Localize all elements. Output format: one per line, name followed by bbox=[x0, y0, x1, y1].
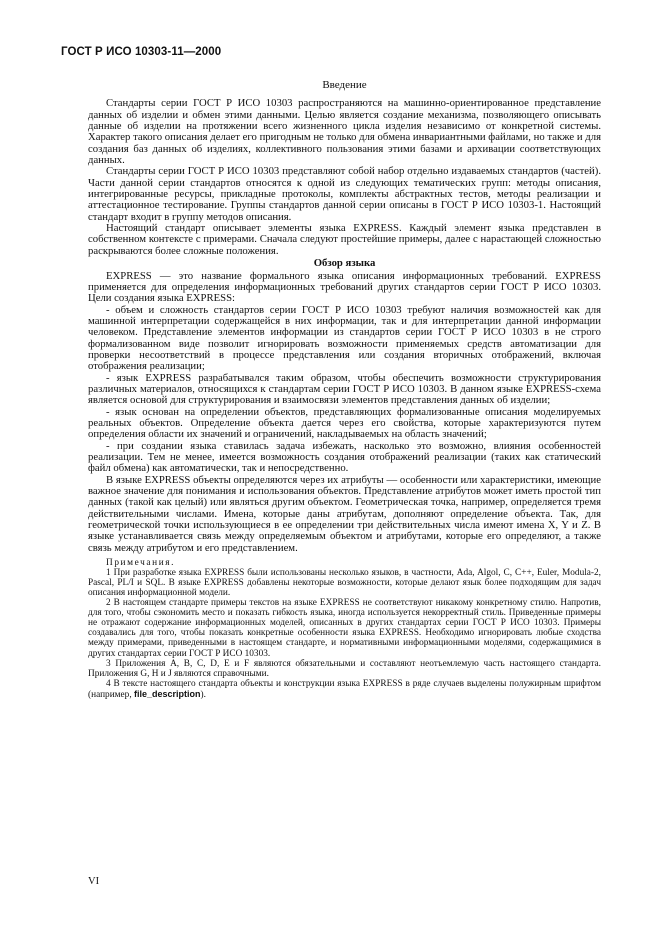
intro-paragraph: Настоящий стандарт описывает элементы языка EXPRESS. Каждый элемент языка представлен в собственном контексте с примерами. Сначала следуют простейшие примеры, далее с нарастающей сложностью раскрываются более сложные положения. bbox=[88, 222, 601, 257]
notes-block bbox=[88, 558, 601, 700]
intro-paragraph: Стандарты серии ГОСТ Р ИСО 10303 распространяются на машинно-ориентированное представление данных об изделии и обмен этими данными. Целью является создание механизма, позволяющего описывать данные об изделии на протяжении всего жизненного цикла изделия независимо от конкретной системы. Характер такого описания делает его пригодным не только для обмена инвариантными файлами, но также и для создания баз данных об изделиях, коллективного пользования этими базами и архивации соответствующих данных. bbox=[88, 97, 601, 167]
code-example: file_description bbox=[133, 688, 201, 699]
overview-paragraph: EXPRESS — это название формального языка описания информационных требований. EXPRESS применяется для определения информационных требований других стандартов серии ГОСТ Р ИСО 10303. Цели создания языка EXPRESS: bbox=[88, 269, 601, 305]
overview-list-item: - при создании языка ставилась задача избежать, насколько это возможно, влияния особенностей реализации. Тем не менее, имеется возможность создания отображений реализации (таких как статический файл обмена) как автоматически, так и непосредственно. bbox=[88, 439, 601, 475]
notes-label: Примечания. bbox=[106, 558, 176, 569]
note-item bbox=[88, 679, 601, 700]
intro-paragraph: Стандарты серии ГОСТ Р ИСО 10303 представляют собой набор отдельно издаваемых стандартов (частей). Части данной серии стандартов относятся к одной из следующих тематических групп: методы описания, интегрированные ресурсы, прикладные протоколы, комплекты абстрактных тестов, методы реализации и аттестационное тестирование. Группы стандартов данной серии описаны в ГОСТ Р ИСО 10303-1. Настоящий стандарт входит в группу методов описания. bbox=[88, 165, 601, 223]
intro-title: Введение bbox=[322, 79, 367, 91]
overview-list-item: - язык основан на определении объектов, представляющих формализованные описания моделируемых реальных объектов. Определение объекта дается через его свойства, которые характеризуются путем определения области их значений и ограничений, накладываемых на область значений; bbox=[88, 405, 601, 441]
overview-paragraph: В языке EXPRESS объекты определяются через их атрибуты — особенности или характеристики, имеющие важное значение для понимания и использования объектов. Представление атрибутов может иметь простой тип данных (такой как целый) или являться другим объектом. Геометрическая точка, например, определяется тремя действительными числами. Имена, которые даны атрибутам, дополняют определение объекта. Так, для геометрической точки использующиеся в ее определении три действительных числа имеют имена X, Y и Z. В языке устанавливается связь между определяемым объектом и атрибутами, которые его определяют, а также связь между атрибутом и его представлением. bbox=[88, 473, 601, 554]
overview-list-item: - язык EXPRESS разрабатывался таким образом, чтобы обеспечить возможности структурирования различных материалов, относящихся к стандартам серии ГОСТ Р ИСО 10303. В данном языке EXPRESS-схема является основой для структурирования и взаимосвязи элементов представления данных об изделии; bbox=[88, 371, 601, 407]
note-item: 1 При разработке языка EXPRESS были использованы несколько языков, в частности, Ada, Algol, C, C++, Euler, Modula-2, Pascal, PL/I и SQL. В языке EXPRESS добавлены некоторые возможности, которые делают язык более подходящим для задач описания информационной модели. bbox=[88, 568, 601, 599]
document-header: ГОСТ Р ИСО 10303-11—2000 bbox=[61, 46, 222, 58]
overview-title: Обзор языка bbox=[313, 257, 376, 270]
document-body bbox=[88, 80, 601, 700]
overview-list-item: - объем и сложность стандартов серии ГОСТ Р ИСО 10303 требуют наличия возможностей как для машинной интерпретации содержащейся в них информации, так и для интерпретации данной информации человеком. Представление элементов информации из стандартов серии ГОСТ Р ИСО 10303 в не строго формализованном виде позволит игнорировать возможности применяемых средств автоматизации для проверки несоответствий в процессе представления или создания вторичных отображений, включая отображения реализации; bbox=[88, 303, 601, 373]
note-item-text: 4 В тексте настоящего стандарта объекты и конструкции языка EXPRESS в ряде случаев выделены полужирным шрифтом (например, bbox=[88, 678, 601, 700]
page-number: VI bbox=[88, 876, 100, 887]
note-item-text: ). bbox=[200, 689, 206, 700]
note-item: 2 В настоящем стандарте примеры текстов на языке EXPRESS не соответствуют никакому конкретному стилю. Напротив, для того, чтобы сэкономить место и показать гибкость языка, иногда используется некорректный стиль. Приведенные примеры не отражают содержание информационных моделей, описанных в других стандартах серии ГОСТ Р ИСО 10303. Примеры создавались для того, чтобы показать конкретные особенности языка EXPRESS. Необходимо игнорировать любые сходства между примерами, приведенными в настоящем стандарте, и нормативными информационными моделями, содержащимися в других стандартах серии ГОСТ Р ИСО 10303. bbox=[88, 598, 601, 659]
note-item: 3 Приложения А, В, С, D, Е и F являются обязательными и составляют неотъемлемую часть настоящего стандарта. Приложения G, Н и J являются справочными. bbox=[88, 658, 601, 679]
